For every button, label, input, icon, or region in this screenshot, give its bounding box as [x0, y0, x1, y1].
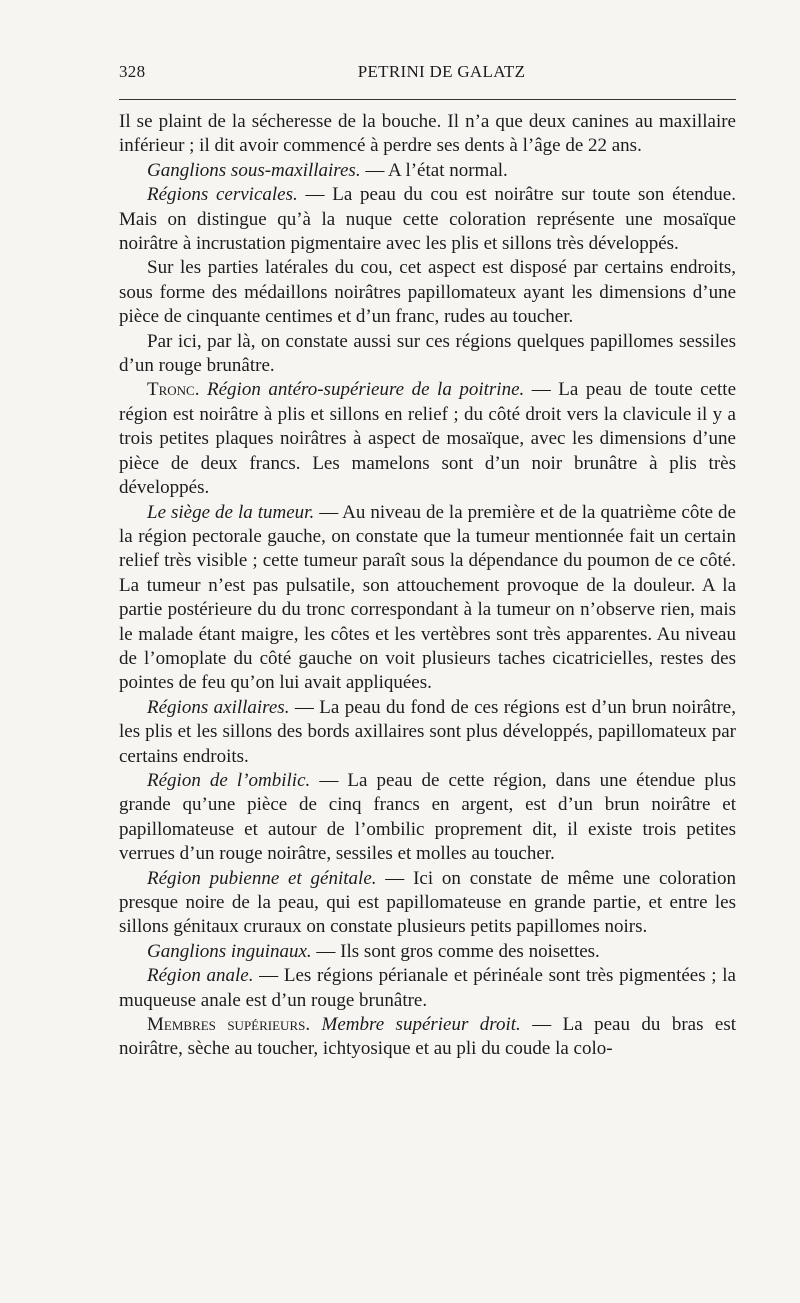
- paragraph: [119, 159, 736, 183]
- paragraph: [119, 330, 736, 379]
- paragraph: [119, 964, 736, 1013]
- italic-heading: Le siège de la tumeur.: [147, 501, 315, 523]
- header-rule: [119, 99, 736, 100]
- text-run: [310, 1014, 321, 1035]
- page-number: 328: [119, 62, 146, 81]
- paragraph: [119, 867, 736, 940]
- section-label: Membres supérieurs.: [147, 1014, 311, 1036]
- italic-heading: Région pubienne et génitale.: [147, 867, 377, 889]
- text-run: Par ici, par là, on constate aussi sur ces régions quelques papillomes sessiles d’un rouge brunâtre.: [119, 330, 736, 377]
- paragraph: [119, 501, 736, 696]
- text-run: — La peau du fond de ces régions est d’un brun noirâtre, les plis et les sillons des bords axillaires sont plus développés, papillomateux par certains endroits.: [119, 696, 736, 767]
- italic-heading: Ganglions sous-maxillaires.: [147, 159, 361, 181]
- italic-heading: Ganglions inguinaux.: [147, 940, 312, 962]
- text-run: — La peau de cette région, dans une étendue plus grande qu’une pièce de cinq francs en argent, est d’un brun noirâtre et papillomateuse et autour de l’ombilic proprement dit, il existe trois petites verrues d’un rouge noirâtre, sessiles et molles au toucher.: [119, 769, 736, 865]
- paragraph: [119, 110, 736, 159]
- text-run: — La peau du bras est noirâtre, sèche au toucher, ichtyosique et au pli du coude la colo-: [119, 1014, 736, 1060]
- text-run: — Ils sont gros comme des noisettes.: [311, 940, 600, 962]
- body-text: [119, 110, 736, 1062]
- text-run: — La peau de toute cette région est noirâtre à plis et sillons en relief ; du côté droit vers la clavicule il y a trois petites plaques noirâtres à aspect de mosaïque, avec les dimensions d’une pièce de deux francs. Les mamelons sont d’un noir brunâtre à plis très développés.: [119, 379, 737, 499]
- paragraph: [119, 183, 736, 256]
- paragraph: [119, 378, 736, 500]
- italic-heading: Région antéro-supérieure de la poitrine.: [207, 379, 525, 401]
- text-run: Sur les parties latérales du cou, cet aspect est disposé par certains endroits, sous forme des médaillons noirâtres papillomateux ayant les dimensions d’une pièce de cinquante centimes et d’un franc, rudes au toucher.: [119, 257, 736, 328]
- italic-heading: Membre supérieur droit.: [321, 1014, 521, 1036]
- paragraph: [119, 1013, 736, 1062]
- italic-heading: Région anale.: [147, 965, 254, 987]
- italic-heading: Régions axillaires.: [147, 696, 290, 718]
- running-title: PETRINI DE GALATZ: [357, 62, 526, 81]
- italic-heading: Région de l’ombilic.: [147, 769, 311, 791]
- paragraph: [119, 256, 736, 329]
- running-header: [119, 62, 736, 88]
- text-run: [199, 379, 207, 400]
- text-run: — Ici on constate de même une coloration presque noire de la peau, qui est papillomateuse en grande partie, et entre les sillons génitaux cruraux on constate plusieurs petits papillomes noirs.: [119, 867, 736, 938]
- paragraph: [119, 940, 736, 964]
- paragraph: [119, 769, 736, 867]
- text-run: — Au niveau de la première et de la quatrième côte de la région pectorale gauche, on constate que la tumeur mentionnée fait un certain relief très visible ; cette tumeur paraît sous la dépendance du poumon de ce côté. La tumeur n’est pas pulsatile, son attouchement provoque de la douleur. A la partie postérieure du du tronc correspondant à la tumeur on n’observe rien, mais le malade étant maigre, les côtes et les vertèbres sont très apparentes. Au niveau de l’omoplate du côté gauche on voit plusieurs taches cicatricielles, restes des pointes de feu qu’on lui avait appliquées.: [119, 501, 736, 694]
- text-run: — A l’état normal.: [360, 159, 508, 181]
- section-label: Tronc.: [147, 379, 200, 401]
- text-run: Il se plaint de la sécheresse de la bouche. Il n’a que deux canines au maxillaire inférieur ; il dit avoir commencé à perdre ses dents à l’âge de 22 ans.: [119, 111, 736, 157]
- text-run: — Les régions périanale et périnéale sont très pigmentées ; la muqueuse anale est d’un rouge brunâtre.: [119, 965, 736, 1011]
- paragraph: [119, 696, 736, 769]
- italic-heading: Régions cervicales.: [147, 184, 298, 206]
- text-run: — La peau du cou est noirâtre sur toute son étendue. Mais on distingue qu’à la nuque cette coloration représente une mosaïque noirâtre à incrustation pigmentaire avec les plis et sillons très développés.: [119, 184, 736, 255]
